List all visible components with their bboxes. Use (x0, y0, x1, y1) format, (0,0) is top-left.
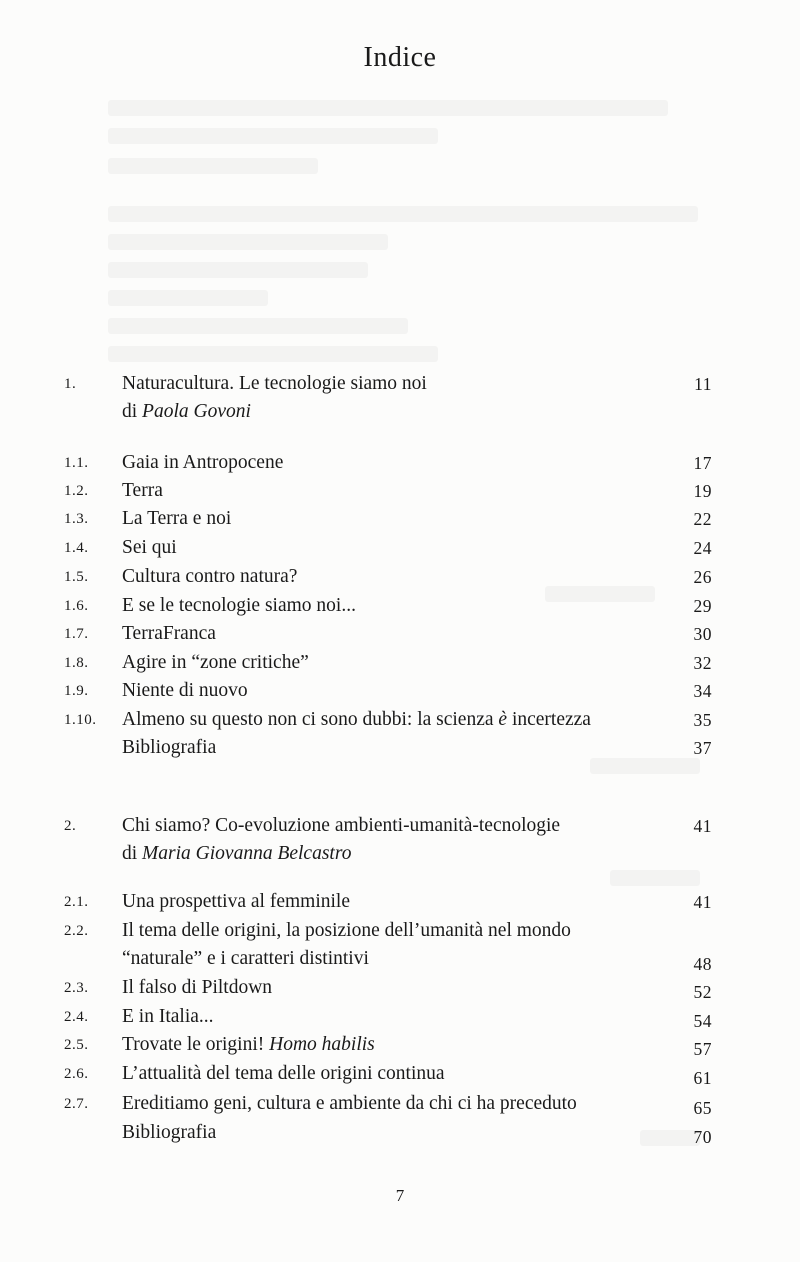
page-number: 52 (693, 982, 712, 1002)
page-folio: 7 (395, 1186, 405, 1205)
section-number: 1.3. (64, 511, 89, 527)
toc-chapter-2-author (0, 840, 800, 868)
page-number: 35 (693, 710, 712, 730)
page-number: 19 (693, 481, 712, 501)
toc-section-1-5[interactable] (0, 563, 800, 591)
chapter-number: 2. (64, 818, 77, 834)
section-number: 1.4. (64, 540, 89, 556)
section-number: 2.6. (64, 1066, 89, 1082)
page-number: 34 (693, 681, 712, 701)
section-title-part: incertezza (507, 709, 591, 730)
toc-section-2-5[interactable] (0, 1031, 800, 1059)
section-number: 1.9. (64, 683, 89, 699)
page-number: 24 (693, 538, 712, 558)
section-title: Cultura contro natura? (122, 566, 298, 587)
chapter-title: Chi siamo? Co-evoluzione ambienti-umanità-tecnologie (122, 815, 561, 836)
section-title: Il falso di Piltdown (122, 977, 273, 998)
author-prefix: di (122, 401, 143, 422)
page-number: 41 (693, 892, 712, 912)
chapter-author (122, 398, 251, 426)
section-title: TerraFranca (122, 623, 216, 644)
section-number: 2.1. (64, 894, 89, 910)
page-number: 30 (693, 624, 712, 644)
toc-section-1-6[interactable] (0, 592, 800, 620)
toc-section-1-9[interactable] (0, 677, 800, 705)
author-name: Maria Giovanna Belcastro (142, 843, 352, 864)
toc-section-1-4[interactable] (0, 534, 800, 562)
toc-chapter-2[interactable] (0, 812, 800, 840)
bibliography-title: Bibliografia (122, 1122, 217, 1143)
section-number: 2.5. (64, 1037, 89, 1053)
section-title (122, 1031, 375, 1059)
page-number: 65 (693, 1098, 712, 1118)
bibliography-title: Bibliografia (122, 737, 217, 758)
author-name: Paola Govoni (142, 401, 251, 422)
toc-section-1-7[interactable] (0, 620, 800, 648)
section-title: E in Italia... (122, 1006, 214, 1027)
page-number: 29 (693, 596, 712, 616)
section-title: Niente di nuovo (122, 680, 248, 701)
section-title: L’attualità del tema delle origini continua (122, 1063, 445, 1084)
chapter-title: Naturacultura. Le tecnologie siamo noi (122, 373, 427, 394)
page-number: 41 (693, 816, 712, 836)
section-title: Una prospettiva al femminile (122, 891, 350, 912)
section-title: Terra (122, 480, 163, 501)
toc-section-2-2[interactable] (0, 917, 800, 945)
section-title-part: Trovate le origini! (122, 1034, 270, 1055)
toc-section-1-2[interactable] (0, 477, 800, 505)
section-title: E se le tecnologie siamo noi... (122, 595, 356, 616)
author-prefix: di (122, 843, 143, 864)
toc-section-2-7[interactable] (0, 1090, 800, 1118)
page-number: 26 (693, 567, 712, 587)
toc-chapter-1-author (0, 398, 800, 426)
page-number: 17 (693, 453, 712, 473)
chapter-number: 1. (64, 376, 77, 392)
section-number: 2.4. (64, 1009, 89, 1025)
page-number: 11 (694, 374, 712, 394)
section-number: 2.7. (64, 1096, 89, 1112)
section-number: 1.1. (64, 455, 89, 471)
toc-section-1-3[interactable] (0, 505, 800, 533)
toc-bibliography-1[interactable] (0, 734, 800, 762)
section-title: Gaia in Antropocene (122, 452, 284, 473)
section-title: Ereditiamo geni, cultura e ambiente da chi ci ha preceduto (122, 1093, 577, 1114)
page-number: 22 (693, 509, 712, 529)
toc-section-2-6[interactable] (0, 1060, 800, 1088)
section-number: 1.5. (64, 569, 89, 585)
section-title (122, 706, 591, 734)
section-number: 1.2. (64, 483, 89, 499)
page-title: Indice (363, 42, 437, 73)
section-number: 1.10. (64, 712, 97, 728)
section-number: 1.6. (64, 598, 89, 614)
section-number: 1.8. (64, 655, 89, 671)
page-number: 70 (693, 1127, 712, 1147)
page-number: 32 (693, 653, 712, 673)
page-number: 61 (693, 1068, 712, 1088)
section-number: 2.3. (64, 980, 89, 996)
toc-section-1-10[interactable] (0, 706, 800, 734)
section-number: 1.7. (64, 626, 89, 642)
toc-section-1-1[interactable] (0, 449, 800, 477)
section-title: Agire in “zone critiche” (122, 652, 309, 673)
toc-section-2-4[interactable] (0, 1003, 800, 1031)
toc-section-2-3[interactable] (0, 974, 800, 1002)
toc-section-2-1[interactable] (0, 888, 800, 916)
page-number: 48 (693, 954, 712, 974)
section-title: La Terra e noi (122, 508, 232, 529)
toc-section-1-8[interactable] (0, 649, 800, 677)
toc-section-2-2-continued[interactable] (0, 945, 800, 973)
chapter-author (122, 840, 351, 868)
section-title-part: Almeno su questo non ci sono dubbi: la scienza (122, 709, 499, 730)
toc-chapter-1[interactable] (0, 370, 800, 398)
section-title: Sei qui (122, 537, 177, 558)
section-number: 2.2. (64, 923, 89, 939)
section-title: Il tema delle origini, la posizione dell’umanità nel mondo (122, 920, 571, 941)
page-number: 37 (693, 738, 712, 758)
page-number: 54 (693, 1011, 712, 1031)
section-title-italic: è (498, 709, 508, 730)
section-title-italic: Homo habilis (269, 1034, 375, 1055)
section-title-line-2: “naturale” e i caratteri distintivi (122, 948, 369, 969)
toc-bibliography-2[interactable] (0, 1119, 800, 1147)
page-number: 57 (693, 1039, 712, 1059)
